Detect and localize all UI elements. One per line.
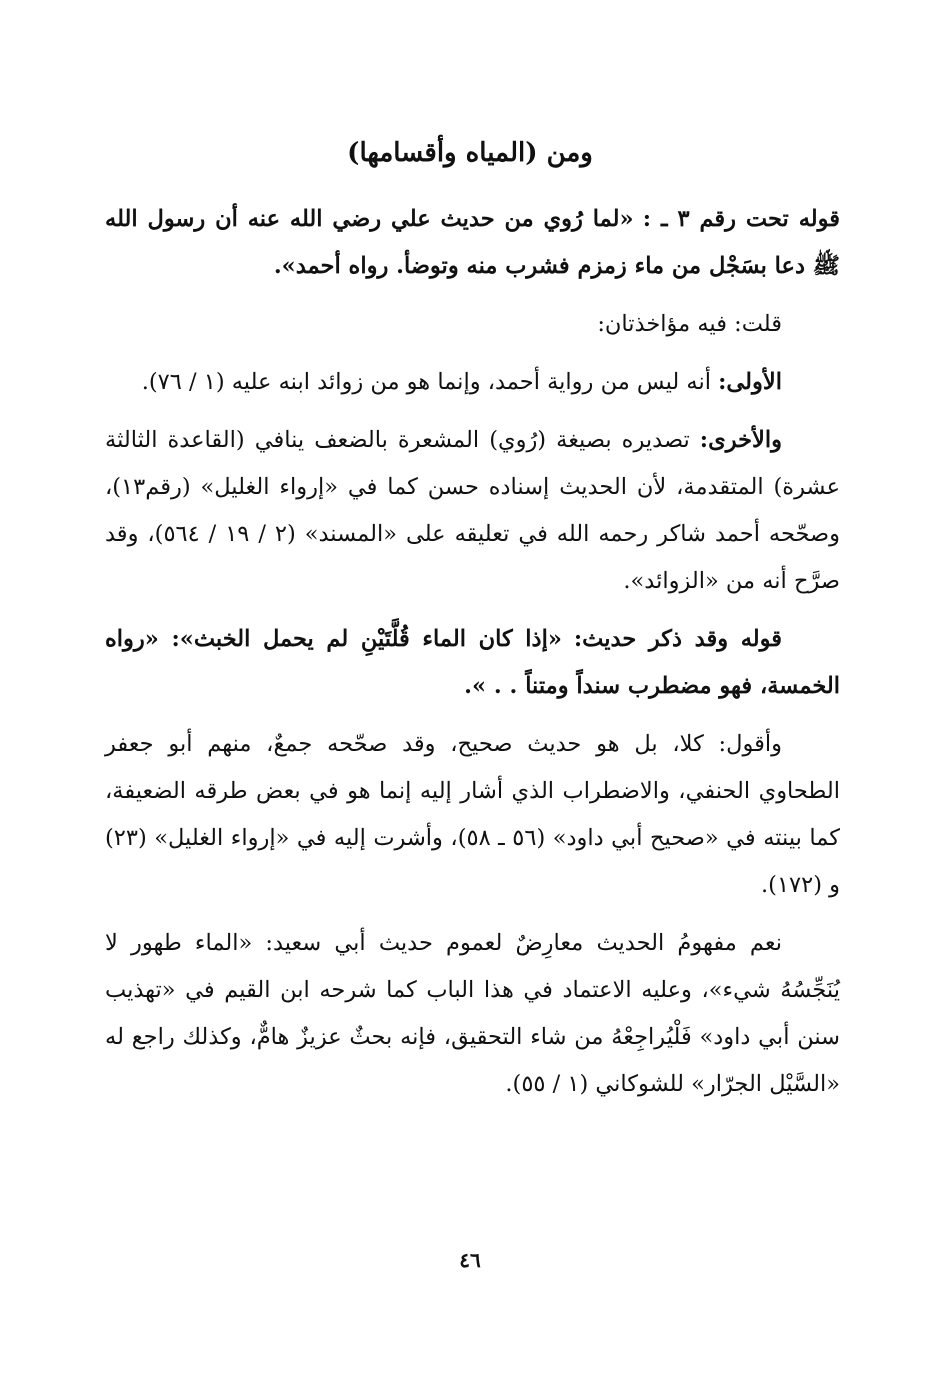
- paragraph-conclusion: [105, 920, 840, 1108]
- paragraph-text: قلت: فيه مؤاخذتان:: [597, 311, 782, 337]
- paragraph-lead: الأولى:: [718, 369, 782, 395]
- paragraph-lead: والأخرى:: [699, 427, 782, 453]
- paragraph-text: أنه ليس من رواية أحمد، وإنما هو من زوائد ابنه عليه (١ / ٧٦).: [141, 369, 711, 395]
- paragraph-lead: قوله تحت رقم ٣ ـ :: [642, 206, 840, 232]
- page-body: [105, 196, 840, 1108]
- paragraph-quote-1: [105, 196, 840, 290]
- paragraph-second-point: [105, 417, 840, 605]
- paragraph-lead: قوله وقد ذكر حديث:: [573, 626, 782, 652]
- section-heading: ومن (المياه وأقسامها): [347, 138, 593, 168]
- paragraph-quote-2: [105, 616, 840, 710]
- paragraph-text: نعم مفهومُ الحديث معارِضٌ لعموم حديث أبي سعيد: «الماء طهور لا يُنَجِّسُهُ شيء»، وعليه الاعتماد في هذا الباب كما شرحه ابن القيم في «تهذيب سنن أبي داود» فَلْيُراجِعْهُ من شاء التحقيق، فإنه بحثٌ عزيزٌ هامٌّ، وكذلك راجع له «السَّيْل الجرّار» للشوكاني (١ / ٥٥).: [105, 930, 840, 1097]
- paragraph-text: تصديره بصيغة (رُوي) المشعرة بالضعف ينافي (القاعدة الثالثة عشرة) المتقدمة، لأن الحديث إسناده حسن كما في «إرواء الغليل» (رقم١٣)، وصحّحه أحمد شاكر رحمه الله في تعليقه على «المسند» (٢ / ١٩ / ٥٦٤)، وقد صرَّح أنه من «الزوائد».: [105, 427, 840, 594]
- page-number: ٤٦: [459, 1248, 481, 1272]
- paragraph-text: وأقول: كلا، بل هو حديث صحيح، وقد صحّحه جمعٌ، منهم أبو جعفر الطحاوي الحنفي، والاضطراب الذي أشار إليه إنما هو في بعض طرقه الضعيفة، كما بينته في «صحيح أبي داود» (٥٦ ـ ٥٨)، وأشرت إليه في «إرواء الغليل» (٢٣) و (١٧٢).: [105, 731, 840, 898]
- paragraph-response: [105, 721, 840, 909]
- paragraph-remark: [105, 301, 840, 348]
- paragraph-first-point: [105, 359, 840, 406]
- paragraph-text: «إذا كان الماء قُلَّتَيْنِ لم يحمل الخبث»: «رواه الخمسة، فهو مضطرب سنداً ومتناً . . ».: [105, 626, 840, 699]
- paragraph-text: «لما رُوي من حديث علي رضي الله عنه أن رسول الله ﷺ دعا بسَجْل من ماء زمزم فشرب منه وتوضأ. رواه أحمد».: [105, 206, 840, 279]
